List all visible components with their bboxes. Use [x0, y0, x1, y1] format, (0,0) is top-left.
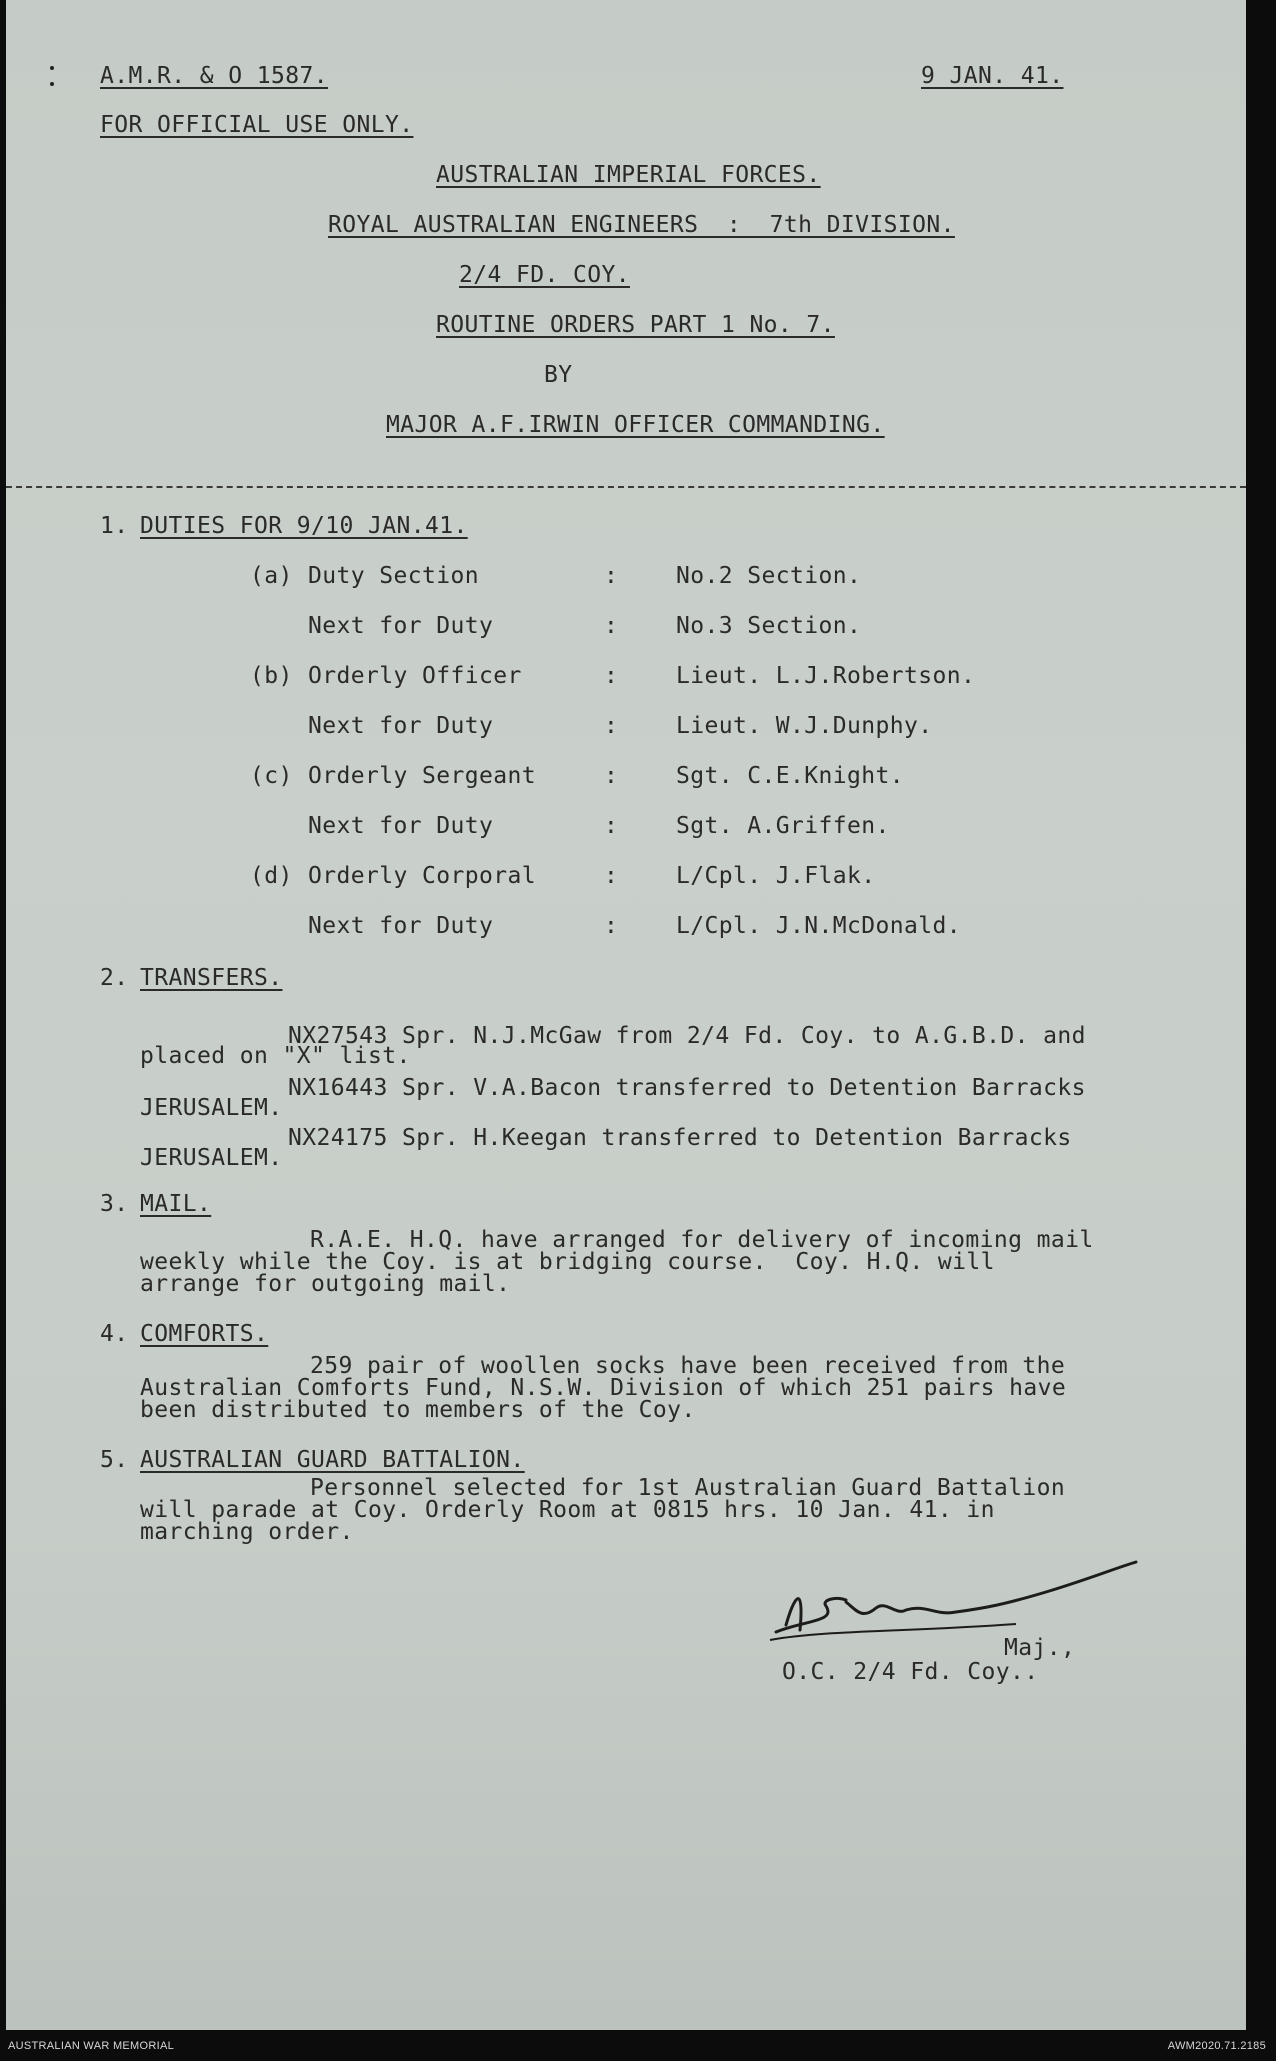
duty-value: No.2 Section.: [676, 563, 862, 589]
section-number: 3.: [100, 1191, 129, 1217]
battalion-line: will parade at Coy. Orderly Room at 0815 hrs. 10 Jan. 41. in: [140, 1497, 995, 1523]
footer-right: AWM2020.71.2185: [1167, 2040, 1266, 2052]
document-page: [6, 0, 1246, 2030]
duty-separator: :: [604, 663, 619, 689]
transfer-line: NX27543 Spr. N.J.McGaw from 2/4 Fd. Coy. to A.G.B.D. and: [288, 1023, 1086, 1049]
duty-role: Orderly Sergeant: [308, 763, 536, 789]
transfer-line: placed on "X" list.: [140, 1043, 411, 1069]
section-number: 2.: [100, 965, 129, 991]
duty-role: Duty Section: [308, 563, 479, 589]
handwritten-signature: [766, 1560, 1146, 1660]
transfer-line: NX16443 Spr. V.A.Bacon transferred to Detention Barracks: [288, 1075, 1086, 1101]
section-number: 5.: [100, 1447, 129, 1473]
comforts-line: Australian Comforts Fund, N.S.W. Division of which 251 pairs have: [140, 1375, 1067, 1401]
section-title-transfers: TRANSFERS.: [140, 965, 283, 991]
section-number: 4.: [100, 1321, 129, 1347]
duty-separator: :: [604, 763, 619, 789]
duty-value: Lieut. L.J.Robertson.: [676, 663, 976, 689]
duty-separator: :: [604, 563, 619, 589]
title-commander: MAJOR A.F.IRWIN OFFICER COMMANDING.: [386, 412, 885, 438]
duty-value: Sgt. A.Griffen.: [676, 813, 890, 839]
document-date: 9 JAN. 41.: [921, 63, 1064, 89]
battalion-line: marching order.: [140, 1519, 354, 1545]
title-by: BY: [544, 362, 573, 388]
duty-separator: :: [604, 613, 619, 639]
transfer-line: JERUSALEM.: [140, 1145, 283, 1171]
transfer-line: JERUSALEM.: [140, 1095, 283, 1121]
title-company: 2/4 FD. COY.: [459, 262, 630, 288]
classification: FOR OFFICIAL USE ONLY.: [100, 112, 414, 138]
section-number: 1.: [100, 513, 129, 539]
duty-letter: (c): [250, 763, 293, 789]
title-engineers: ROYAL AUSTRALIAN ENGINEERS : 7th DIVISION.: [328, 212, 955, 238]
duty-letter: (d): [250, 863, 293, 889]
separator-rule: [6, 486, 1246, 488]
section-title-duties: DUTIES FOR 9/10 JAN.41.: [140, 513, 468, 539]
section-title-mail: MAIL.: [140, 1191, 212, 1217]
binding-mark: [46, 60, 66, 100]
signatory-title: O.C. 2/4 Fd. Coy..: [782, 1659, 1039, 1685]
duty-role: Next for Duty: [308, 813, 494, 839]
duty-separator: :: [604, 863, 619, 889]
transfer-line: NX24175 Spr. H.Keegan transferred to Detention Barracks: [288, 1125, 1072, 1151]
duty-role: Orderly Corporal: [308, 863, 536, 889]
mail-line: weekly while the Coy. is at bridging course. Coy. H.Q. will: [140, 1249, 995, 1275]
duty-value: Lieut. W.J.Dunphy.: [676, 713, 933, 739]
reference-number: A.M.R. & O 1587.: [100, 63, 328, 89]
title-forces: AUSTRALIAN IMPERIAL FORCES.: [436, 162, 821, 188]
duty-value: L/Cpl. J.Flak.: [676, 863, 876, 889]
section-title-guard-battalion: AUSTRALIAN GUARD BATTALION.: [140, 1447, 525, 1473]
duty-separator: :: [604, 913, 619, 939]
duty-letter: (b): [250, 663, 293, 689]
footer-left: AUSTRALIAN WAR MEMORIAL: [8, 2040, 175, 2052]
title-routine-orders: ROUTINE ORDERS PART 1 No. 7.: [436, 312, 835, 338]
duty-role: Next for Duty: [308, 613, 494, 639]
battalion-line: Personnel selected for 1st Australian Guard Battalion: [310, 1475, 1066, 1501]
duty-role: Next for Duty: [308, 913, 494, 939]
section-title-comforts: COMFORTS.: [140, 1321, 269, 1347]
duty-role: Orderly Officer: [308, 663, 522, 689]
duty-role: Next for Duty: [308, 713, 494, 739]
comforts-line: 259 pair of woollen socks have been received from the: [310, 1353, 1066, 1379]
duty-value: Sgt. C.E.Knight.: [676, 763, 904, 789]
comforts-line: been distributed to members of the Coy.: [140, 1397, 696, 1423]
duty-value: No.3 Section.: [676, 613, 862, 639]
mail-line: arrange for outgoing mail.: [140, 1271, 511, 1297]
duty-separator: :: [604, 713, 619, 739]
mail-line: R.A.E. H.Q. have arranged for delivery of incoming mail: [310, 1227, 1094, 1253]
duty-value: L/Cpl. J.N.McDonald.: [676, 913, 961, 939]
duty-letter: (a): [250, 563, 293, 589]
duty-separator: :: [604, 813, 619, 839]
signatory-rank: Maj.,: [1004, 1635, 1076, 1661]
